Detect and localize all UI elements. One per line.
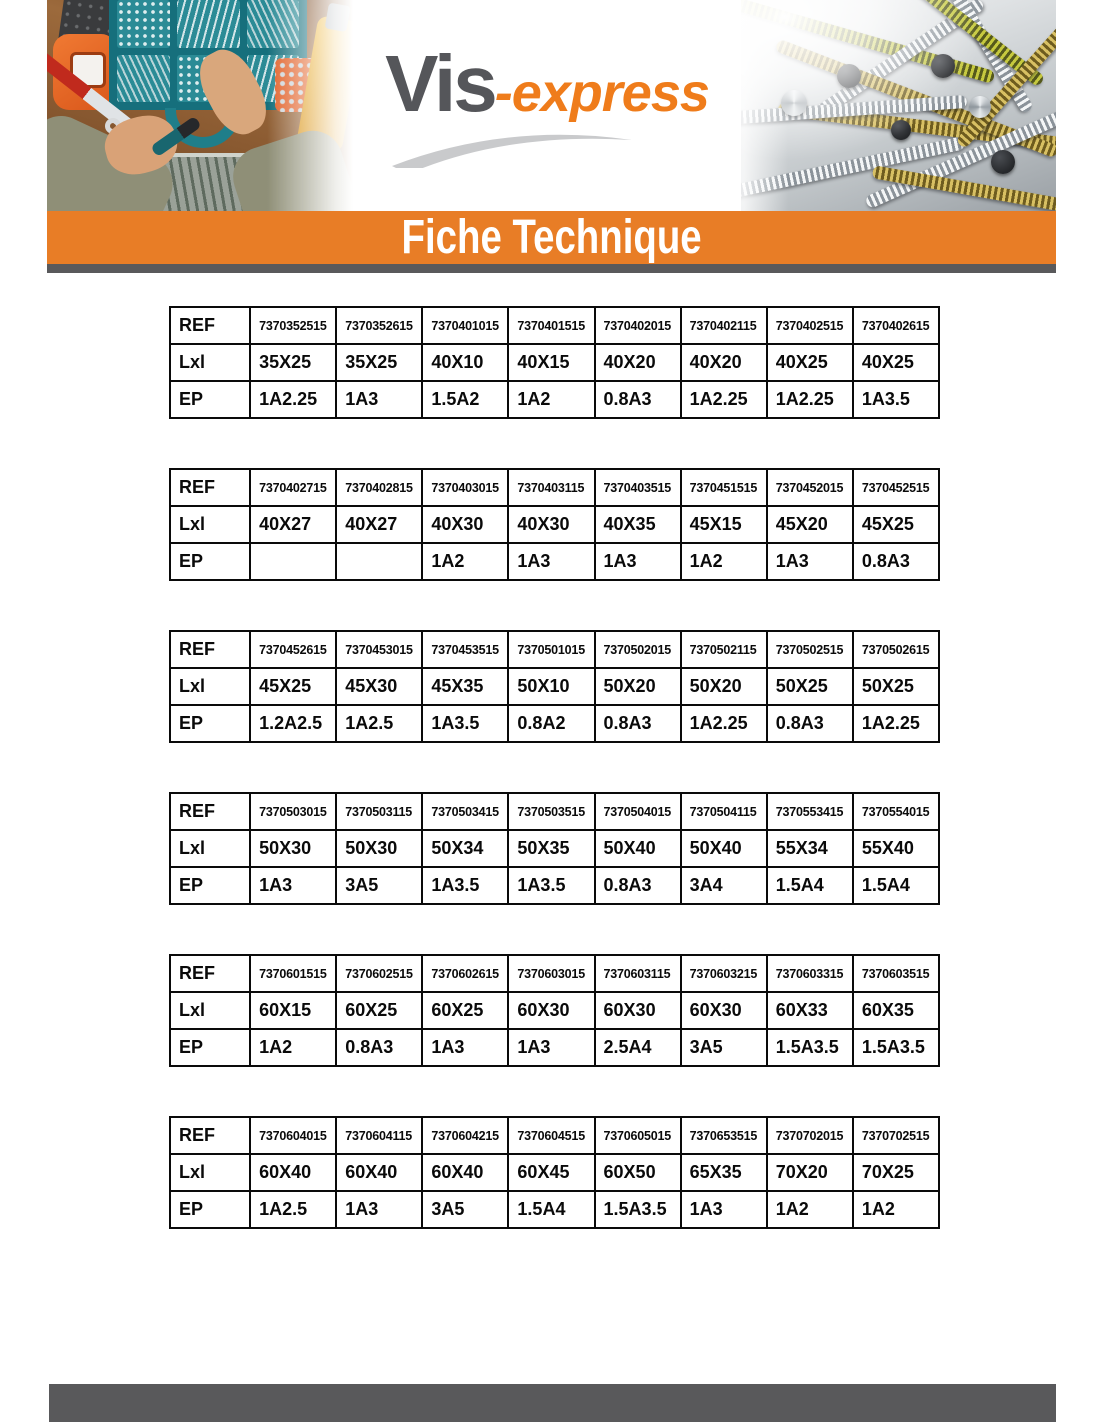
ref-value: 7370554015	[853, 793, 939, 830]
ep-value: 1A3	[508, 1029, 594, 1066]
ep-value: 1A3.5	[853, 381, 939, 418]
table-row	[170, 705, 939, 742]
dim-value: 50X10	[508, 668, 594, 705]
ep-value: 1A2.5	[336, 705, 422, 742]
ref-value: 7370452515	[853, 469, 939, 506]
ep-value: 1.2A2.5	[250, 705, 336, 742]
ref-value: 7370403515	[595, 469, 681, 506]
ref-value: 7370502115	[681, 631, 767, 668]
screwdriver-decor	[47, 47, 157, 150]
ref-value: 7370502515	[767, 631, 853, 668]
dim-value: 50X34	[422, 830, 508, 867]
ref-value: 7370604115	[336, 1117, 422, 1154]
vis-express-logo	[353, 0, 741, 211]
page-title: Fiche Technique	[401, 210, 702, 264]
ep-value: 0.8A3	[595, 381, 681, 418]
ref-value: 7370503515	[508, 793, 594, 830]
screw-organizer-decor	[109, 0, 307, 110]
dim-value: 60X15	[250, 992, 336, 1029]
footer-bar	[49, 1384, 1056, 1422]
table-row	[170, 867, 939, 904]
row-label-ep: EP	[170, 1191, 250, 1228]
table-row	[170, 506, 939, 543]
ep-value: 1.5A4	[508, 1191, 594, 1228]
wrench-decor	[47, 122, 135, 195]
ref-value: 7370352615	[336, 307, 422, 344]
workbench-photo	[47, 0, 353, 211]
yellow-tool-decor	[296, 15, 353, 153]
case-handle-decor	[165, 108, 241, 148]
table-row	[170, 344, 939, 381]
row-label-dim: Lxl	[170, 344, 250, 381]
dim-value: 50X35	[508, 830, 594, 867]
dim-value: 40X20	[681, 344, 767, 381]
ep-value: 1A3.5	[422, 867, 508, 904]
table-row	[170, 1191, 939, 1228]
right-arm-decor	[225, 123, 353, 211]
ref-value: 7370604215	[422, 1117, 508, 1154]
ep-value: 0.8A2	[508, 705, 594, 742]
table-row	[170, 543, 939, 580]
dim-value: 60X30	[508, 992, 594, 1029]
dim-value: 65X35	[681, 1154, 767, 1191]
ref-value: 7370502615	[853, 631, 939, 668]
dim-value: 40X25	[853, 344, 939, 381]
ep-value: 1A2	[681, 543, 767, 580]
dim-value: 60X25	[336, 992, 422, 1029]
ep-value: 1A3.5	[508, 867, 594, 904]
ref-value: 7370501015	[508, 631, 594, 668]
row-label-ep: EP	[170, 381, 250, 418]
ep-value: 1A2	[853, 1191, 939, 1228]
ref-value: 7370452015	[767, 469, 853, 506]
dim-value: 35X25	[250, 344, 336, 381]
dim-value: 40X27	[336, 506, 422, 543]
row-label-ep: EP	[170, 705, 250, 742]
ep-value: 1A2	[422, 543, 508, 580]
ref-value: 7370553415	[767, 793, 853, 830]
dim-value: 40X30	[508, 506, 594, 543]
ep-value: 1.5A3.5	[853, 1029, 939, 1066]
dim-value: 45X30	[336, 668, 422, 705]
dim-value: 55X40	[853, 830, 939, 867]
ep-value: 1A3	[767, 543, 853, 580]
dim-value: 40X27	[250, 506, 336, 543]
row-label-ep: EP	[170, 1029, 250, 1066]
ep-value: 0.8A3	[595, 705, 681, 742]
ep-value: 1A2	[508, 381, 594, 418]
table-row	[170, 381, 939, 418]
row-label-dim: Lxl	[170, 1154, 250, 1191]
row-label-ep: EP	[170, 867, 250, 904]
table-row	[170, 992, 939, 1029]
tape-measure-decor	[53, 34, 117, 110]
dim-value: 60X40	[422, 1154, 508, 1191]
pegboard-decor	[57, 0, 153, 60]
ref-value: 7370452615	[250, 631, 336, 668]
spec-table-2	[169, 468, 940, 581]
dim-value: 70X20	[767, 1154, 853, 1191]
ep-value: 3A4	[681, 867, 767, 904]
dim-value: 40X35	[595, 506, 681, 543]
ep-value: 1A2.25	[250, 381, 336, 418]
ep-value: 1A2.5	[250, 1191, 336, 1228]
ep-value: 1A3	[422, 1029, 508, 1066]
ref-value: 7370403115	[508, 469, 594, 506]
ep-value: 1.5A2	[422, 381, 508, 418]
header	[47, 0, 1056, 211]
parts-cup-decor	[275, 58, 325, 112]
ref-value: 7370702015	[767, 1117, 853, 1154]
ref-value: 7370702515	[853, 1117, 939, 1154]
ep-value: 2.5A4	[595, 1029, 681, 1066]
title-banner	[47, 211, 1056, 264]
ref-value: 7370604015	[250, 1117, 336, 1154]
dim-value: 40X15	[508, 344, 594, 381]
dim-value: 45X15	[681, 506, 767, 543]
ref-value: 7370602615	[422, 955, 508, 992]
dim-value: 60X30	[681, 992, 767, 1029]
ep-value: 1A3	[336, 381, 422, 418]
dim-value: 40X10	[422, 344, 508, 381]
ref-value: 7370504115	[681, 793, 767, 830]
ref-value: 7370602515	[336, 955, 422, 992]
dim-value: 50X30	[250, 830, 336, 867]
ref-value: 7370453015	[336, 631, 422, 668]
logo-text-express: -express	[494, 63, 709, 123]
row-label-ep: EP	[170, 543, 250, 580]
ep-value: 1A2.25	[681, 705, 767, 742]
ep-value: 0.8A3	[853, 543, 939, 580]
ep-value: 3A5	[422, 1191, 508, 1228]
ep-value: 1A3.5	[422, 705, 508, 742]
logo-text	[385, 39, 709, 128]
row-label-ref: REF	[170, 469, 250, 506]
spec-table-5	[169, 954, 940, 1067]
ep-value: 1.5A4	[767, 867, 853, 904]
bit-driver-decor	[150, 116, 202, 158]
ref-value: 7370503015	[250, 793, 336, 830]
spec-table-3	[169, 630, 940, 743]
ref-value: 7370401515	[508, 307, 594, 344]
dim-value: 40X25	[767, 344, 853, 381]
dim-value: 45X25	[250, 668, 336, 705]
ref-value: 7370451515	[681, 469, 767, 506]
dim-value: 45X25	[853, 506, 939, 543]
table-row	[170, 631, 939, 668]
dim-value: 50X40	[681, 830, 767, 867]
spec-table-4	[169, 792, 940, 905]
right-hand-decor	[189, 41, 276, 143]
dim-value: 60X45	[508, 1154, 594, 1191]
dim-value: 60X33	[767, 992, 853, 1029]
ep-value: 0.8A3	[767, 705, 853, 742]
dim-value: 70X25	[853, 1154, 939, 1191]
ref-value: 7370503415	[422, 793, 508, 830]
screws-photo	[741, 0, 1056, 211]
ref-value: 7370504015	[595, 793, 681, 830]
dim-value: 60X35	[853, 992, 939, 1029]
screw-head-decor	[837, 64, 861, 88]
dim-value: 50X20	[595, 668, 681, 705]
screw-box-decor	[131, 153, 283, 211]
dim-value: 50X25	[853, 668, 939, 705]
dim-value: 60X50	[595, 1154, 681, 1191]
ep-value: 1.5A3.5	[595, 1191, 681, 1228]
ep-value: 0.8A3	[336, 1029, 422, 1066]
left-hand-decor	[99, 109, 183, 182]
table-row	[170, 1029, 939, 1066]
ep-value: 1A2.25	[853, 705, 939, 742]
table-row	[170, 955, 939, 992]
logo-swoosh-icon	[386, 126, 638, 168]
ref-value: 7370402015	[595, 307, 681, 344]
ref-value: 7370402815	[336, 469, 422, 506]
spec-tables	[169, 306, 941, 1278]
row-label-dim: Lxl	[170, 506, 250, 543]
table-row	[170, 1154, 939, 1191]
ref-value: 7370503115	[336, 793, 422, 830]
ep-value	[336, 543, 422, 580]
table-row	[170, 668, 939, 705]
left-arm-decor	[47, 106, 182, 211]
table-row	[170, 830, 939, 867]
row-label-ref: REF	[170, 307, 250, 344]
ep-value: 1A3	[250, 867, 336, 904]
ref-value: 7370604515	[508, 1117, 594, 1154]
dim-value: 60X40	[250, 1154, 336, 1191]
ep-value: 0.8A3	[595, 867, 681, 904]
ref-value: 7370352515	[250, 307, 336, 344]
ref-value: 7370403015	[422, 469, 508, 506]
dim-value: 45X35	[422, 668, 508, 705]
ep-value: 1A3	[681, 1191, 767, 1228]
ref-value: 7370402515	[767, 307, 853, 344]
dim-value: 55X34	[767, 830, 853, 867]
dim-value: 35X25	[336, 344, 422, 381]
ep-value: 1A3	[595, 543, 681, 580]
ref-value: 7370603215	[681, 955, 767, 992]
ref-value: 7370402715	[250, 469, 336, 506]
ep-value: 1.5A3.5	[767, 1029, 853, 1066]
dim-value: 45X20	[767, 506, 853, 543]
ref-value: 7370605015	[595, 1117, 681, 1154]
dim-value: 40X20	[595, 344, 681, 381]
ep-value: 3A5	[336, 867, 422, 904]
ref-value: 7370603315	[767, 955, 853, 992]
ref-value: 7370603015	[508, 955, 594, 992]
ep-value: 1.5A4	[853, 867, 939, 904]
spec-table-6	[169, 1116, 940, 1229]
dim-value: 60X30	[595, 992, 681, 1029]
ref-value: 7370502015	[595, 631, 681, 668]
dim-value: 60X40	[336, 1154, 422, 1191]
row-label-dim: Lxl	[170, 992, 250, 1029]
ref-value: 7370603515	[853, 955, 939, 992]
dim-value: 60X25	[422, 992, 508, 1029]
row-label-ref: REF	[170, 1117, 250, 1154]
ref-value: 7370603115	[595, 955, 681, 992]
dim-value: 50X20	[681, 668, 767, 705]
table-row	[170, 469, 939, 506]
ref-value: 7370601515	[250, 955, 336, 992]
ep-value: 1A2	[767, 1191, 853, 1228]
row-label-ref: REF	[170, 631, 250, 668]
divider-strip	[47, 264, 1056, 273]
ep-value: 1A3	[508, 543, 594, 580]
spec-table-1	[169, 306, 940, 419]
ref-value: 7370402115	[681, 307, 767, 344]
row-label-dim: Lxl	[170, 830, 250, 867]
row-label-ref: REF	[170, 793, 250, 830]
dim-value: 40X30	[422, 506, 508, 543]
ep-value: 1A2.25	[767, 381, 853, 418]
row-label-ref: REF	[170, 955, 250, 992]
ref-value: 7370402615	[853, 307, 939, 344]
dim-value: 50X30	[336, 830, 422, 867]
logo-text-vis: Vis	[385, 39, 495, 128]
ref-value: 7370401015	[422, 307, 508, 344]
dim-value: 50X40	[595, 830, 681, 867]
table-row	[170, 793, 939, 830]
ep-value: 1A2	[250, 1029, 336, 1066]
ref-value: 7370653515	[681, 1117, 767, 1154]
ep-value	[250, 543, 336, 580]
dim-value: 50X25	[767, 668, 853, 705]
ref-value: 7370453515	[422, 631, 508, 668]
ep-value: 3A5	[681, 1029, 767, 1066]
ep-value: 1A2.25	[681, 381, 767, 418]
table-row	[170, 307, 939, 344]
ep-value: 1A3	[336, 1191, 422, 1228]
row-label-dim: Lxl	[170, 668, 250, 705]
table-row	[170, 1117, 939, 1154]
